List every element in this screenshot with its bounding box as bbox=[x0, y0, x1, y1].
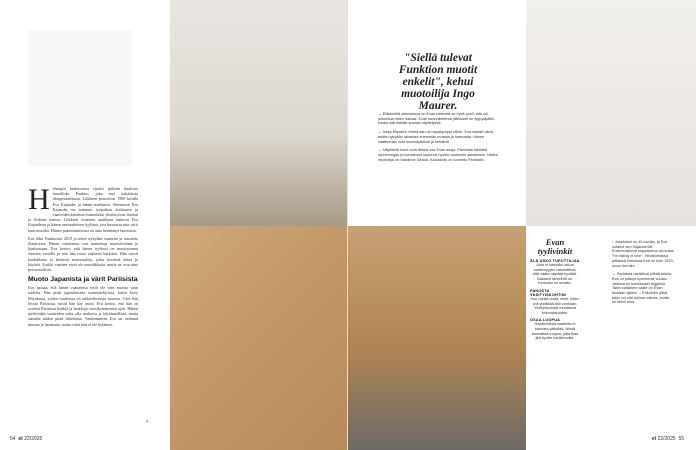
right-mag-name: et bbox=[651, 436, 657, 442]
right-page bbox=[348, 0, 696, 450]
article-headline: "Siellä tulevat Funktion muotit enkelit", kehui muotoilija Ingo Maurer. bbox=[398, 52, 478, 112]
right-caption-column bbox=[612, 240, 674, 360]
photo-jewelry bbox=[170, 226, 348, 450]
left-issue: 22/2025 bbox=[24, 436, 43, 442]
right-page-number: 55 bbox=[678, 436, 684, 442]
caption-arrow-icon: ↑ bbox=[612, 240, 614, 244]
right-folio bbox=[652, 436, 684, 442]
tip-item bbox=[530, 289, 580, 315]
photo-bow-portrait bbox=[28, 30, 132, 166]
tip-heading: PANOSTA YKSITYISKOHTIIN bbox=[530, 288, 566, 297]
caption-paragraph: ← Eläkkeellä olemisessa on Evan mielestä se hyvä puoli, että voi pukeutua miten haluaa. Evan suunnittelema jättiruseti on tyypytäjältä, koska sitä ihailtiin kovasti näyttelyssä. bbox=[378, 112, 495, 126]
drop-cap: H bbox=[28, 186, 50, 216]
tip-item bbox=[530, 318, 580, 340]
tip-heading: OSAA LUOPUA bbox=[530, 318, 561, 323]
continue-arrow-icon: › bbox=[146, 418, 149, 425]
tip-body: Haasteellisia vaatteita ei kannata säilyttää. Niistä kannattaa luopua, jotta tilaa jää hyville hankinnoille. bbox=[531, 322, 579, 341]
headline-block bbox=[388, 52, 488, 112]
section-paragraph: Eva haluaa, että hänen vaatteensa eivät ole vain muotia vaan taidetta. Hän pitää japanilaisista suunnittelijoista, kuten Issey Miyakesta, joiden vaatteissa on arkkitehtonista muotoa. Värit hän löytää Pariisista, missä hän käy usein. Eva kertoo, että hän on ostanut Pariisista kenkiä ja laukkuja vuosikymmenten ajan. Hänen mielestään vaatteiden tulee olla mukavia ja käytännöllisiä, mutta samalla niiden pitää ilahduttaa. Vanhemmiten Eva on valinnut mustaa ja harmaata, mutta väriä hän ei ole hylännyt. bbox=[28, 285, 138, 327]
left-text-column bbox=[28, 186, 138, 422]
tip-body: Kun hankit uutta, mieti, miten voit yhdistää sitä vanhaan. Yksityiskohdat muuttavat kokonaisuuden. bbox=[530, 296, 580, 315]
caption-column bbox=[378, 112, 498, 222]
tip-heading: ÄLÄ USKO TUPUTTAJAA bbox=[530, 259, 580, 263]
photo-green-dress bbox=[170, 0, 348, 226]
left-folio bbox=[10, 436, 42, 442]
tip-body: Aina ei kannata uskoa vaatemyyjän vakuuttelua, että vaate näyttää hyvältä. Kaikkein tärkeintä on, tuntuuko se omalta. bbox=[532, 263, 578, 286]
intro-paragraph: elsingin keskustassa sijaitsi pitkään kuuluisa muotiliike Funktio, joka myi italialaista designvaatetusta. Liikkeen perustivat 1980-luvulla Eva Kajander ja hänen miehensä. Sittemmin Eva Kajander on toiminut työpaikan kulttuurin ja vaatteiden kentässä esimerkiksi yhteistyössä Iittalan ja Arabian kanssa. Liikkeen ostaneen asiakkaat tuntevat Eva Kajanderin ja hänen omintakeisen tyylinsä, jota kuvaavat niin värit kuin muodot. Hänen pukeutumisensa on aina herättänyt huomiota. bbox=[28, 186, 138, 233]
right-issue: 22/2025 bbox=[657, 436, 676, 442]
left-mag-name: et bbox=[18, 436, 23, 442]
caption-paragraph: ↑ Jukeboksi on 40-luvulta, ja Eva ostanut sen Kajanderille. Ensimmäisenä kappaleena sai soida "I'm falling in love". Hihattomassa pitkässä mekossa Eva on kuin 1920-luvun heroiini. bbox=[612, 240, 674, 268]
second-paragraph: Eva lähti Funktiosta 2019 ja tekee nykyään vaatteita ja asusteita tilauksesta. Hänen vaatteensa ovat tunnettuja muotoilultaan ja kankaistaan. Eva kertoo, että hänen tyylinsä on muotoutunut vuosien varrella ja että hän ostaa vaatteita harkiten. Hän suosii laadukkaita ja kestäviä materiaaleja, jotka kestävät aikaa ja käyttöä. Kaikki vaatteet eivät ole muodikkaita, mutta ne ovat aina persoonallisia. bbox=[28, 235, 138, 273]
photo-colorful-coat bbox=[348, 226, 526, 450]
section-subhead: Muoto Japanista ja värit Pariisista bbox=[28, 276, 138, 284]
caption-arrow-icon: ← bbox=[378, 148, 382, 153]
caption-paragraph: ← Näyttävät korut ovat tärkeä osa Evan asuja. Pariisista hankitut rannerengas ja korvakorut kuuluvat hyviksi tuntemiin asusteisiin. Niiden muotoilija on Sandrine Giraud. Kaulakoru on tuomittu Pariisista. bbox=[378, 148, 498, 162]
caption-arrow-icon: ← bbox=[378, 112, 382, 116]
tips-title: Evan tyylivinkit bbox=[537, 237, 573, 256]
caption-arrow-icon: ← bbox=[378, 130, 382, 135]
caption-paragraph: ← Pariisista hankittua pitkää takkia Eva on pitänyt kymmeniä vuosia. Jalassa on kukikkaiset legginsit. Takin kaltainen vaate on Evan mukaan ajaton. – Erikoinen pitkä takki voi olla rohkea valinta, mutta se toimii aina. bbox=[612, 272, 671, 305]
tip-item bbox=[530, 259, 580, 286]
tips-sidebar bbox=[530, 238, 580, 341]
caption-arrow-icon: ← bbox=[612, 272, 616, 277]
photo-jukebox bbox=[526, 0, 696, 226]
caption-paragraph: ← Issey Miyaken vihreä asu oli napakymppi silloin. Eva rakasti väriä, mutta nykyään rakastaa enemmän mustaa ja harmaata. Hänen vaatteensa ovat monikäyttöisiä ja kestäviä. bbox=[378, 130, 494, 144]
left-page-number: 54 bbox=[10, 436, 16, 442]
